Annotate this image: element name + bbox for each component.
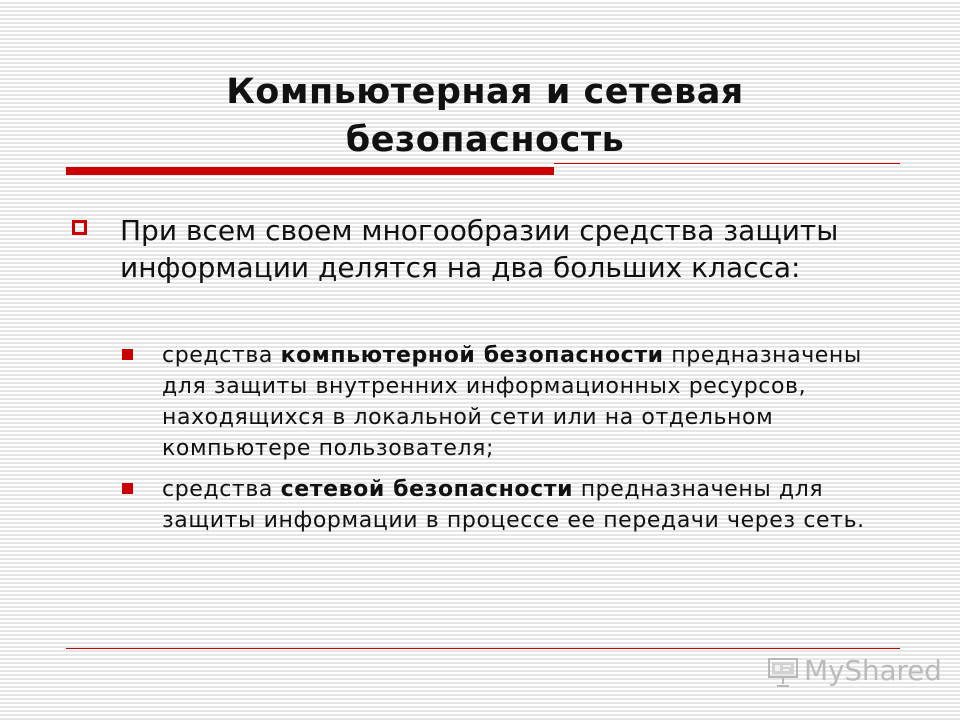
filled-square-bullet-icon bbox=[122, 483, 133, 494]
sub-bullet-prefix: средства bbox=[162, 477, 281, 502]
slide-title-line-1: Компьютерная и сетевая bbox=[226, 72, 744, 112]
sub-bullet-network-security bbox=[122, 474, 912, 536]
watermark-text: MyShared bbox=[804, 654, 942, 687]
sub-bullet-computer-security bbox=[122, 340, 912, 464]
sub-bullet-bold-term: сетевой безопасности bbox=[280, 477, 574, 502]
sub-bullet-bold-term: компьютерной безопасности bbox=[280, 343, 664, 368]
sub-bullet-list bbox=[122, 340, 912, 536]
myshared-watermark bbox=[766, 654, 942, 690]
hollow-square-bullet-icon bbox=[72, 220, 87, 235]
title-underline-thick bbox=[66, 167, 554, 175]
sub-bullet-prefix: средства bbox=[162, 343, 281, 368]
slide-title-line-2: безопасность bbox=[345, 120, 625, 160]
sub-bullet-description: предназначены для защиты информации в процессе ее передачи через сеть. bbox=[162, 477, 865, 533]
footer-divider bbox=[66, 648, 900, 649]
main-bullet-text: При всем своем многообразии средства защиты информации делятся на два больших класса: bbox=[120, 214, 839, 284]
filled-square-bullet-icon bbox=[122, 349, 133, 360]
presentation-board-icon bbox=[766, 656, 800, 688]
title-underline-thin bbox=[554, 163, 900, 164]
slide-title bbox=[100, 68, 870, 164]
sub-bullet-description: предназначены для защиты внутренних информационных ресурсов, находящихся в локальной сети или на отдельном компьютере пользователя; bbox=[162, 343, 862, 461]
